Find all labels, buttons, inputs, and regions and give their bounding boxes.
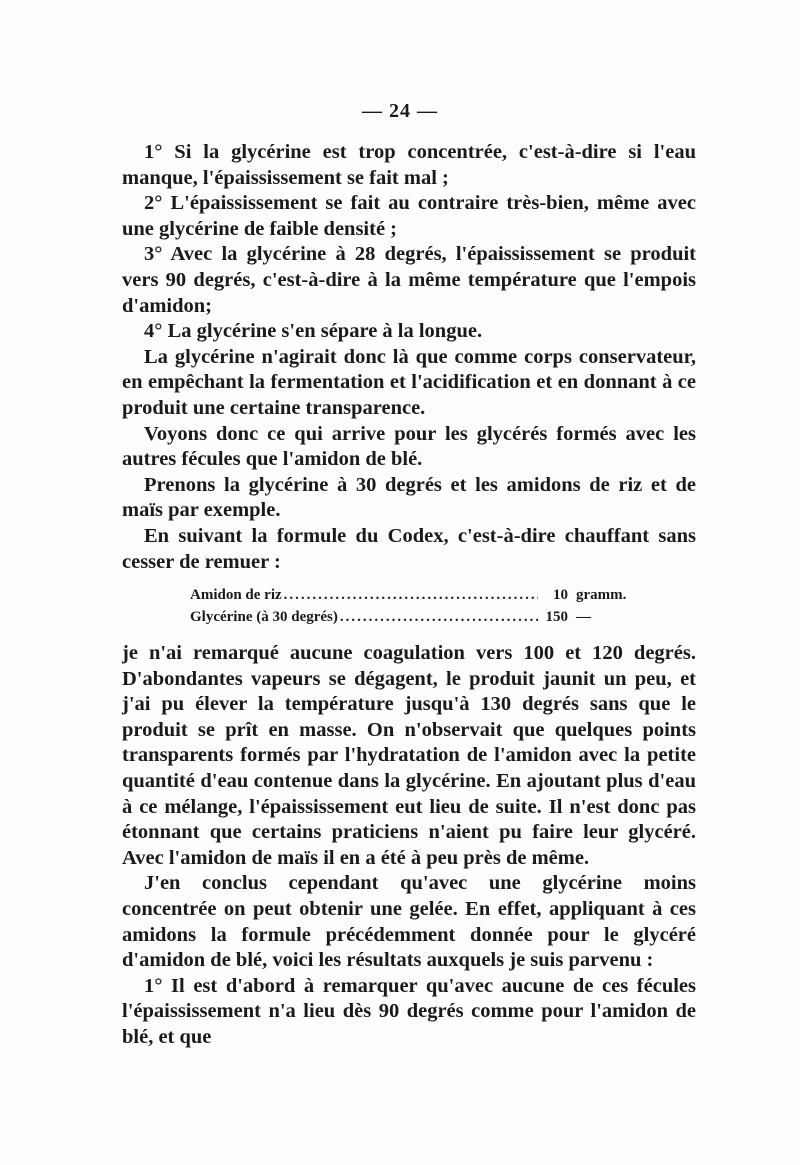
leader-dots [284,584,538,606]
body-text [122,140,696,1051]
paragraph-conclusion: J'en conclus cependant qu'avec une glycérine moins concentrée on peut obtenir une gelée. En effet, appliquant à ces amidons la formule précédemment donnée pour le glycéré d'amidon de blé, voici les résultats auxquels je suis parvenu : [122,872,696,972]
page-number: — 24 — [362,100,438,122]
recipe-unit: gramm. [576,587,627,604]
paragraph-glycerine-conservateur: La glycérine n'agirait donc là que comme corps conservateur, en empêchant la fermentation et l'acidification et en donnant à ce produit une certaine transparence. [122,345,696,419]
paragraph-result-1: 1° Il est d'abord à remarquer qu'avec aucune de ces fécules l'épaississement n'a lieu dès 90 degrés comme pour l'amidon de blé, et que [122,974,696,1048]
recipe-quantity: 10 [553,587,568,604]
paragraph-formule-codex: En suivant la formule du Codex, c'est-à-dire chauffant sans cesser de remuer : [122,524,696,573]
paragraph-item-1: 1° Si la glycérine est trop concentrée, c'est-à-dire si l'eau manque, l'épaississement se fait mal ; [122,141,696,189]
paragraph-item-3: 3° Avec la glycérine à 28 degrés, l'épaississement se produit vers 90 degrés, c'est-à-dire à la même température que l'empois d'amidon; [122,243,696,317]
recipe-quantity: 150 [545,609,568,626]
paragraph-observations: je n'ai remarqué aucune coagulation vers 100 et 120 degrés. D'abondantes vapeurs se dégagent, le produit jaunit un peu, et j'ai pu élever la température jusqu'à 130 degrés sans que le produit se prît en masse. On n'observait que quelques points transparents formés par l'hydratation de l'amidon avec la petite quantité d'eau contenue dans la glycérine. En ajoutant plus d'eau à ce mélange, l'épaississement eut lieu de suite. Il n'est donc pas étonnant que certains praticiens n'aient pu faire leur glycéré. Avec l'amidon de maïs il en a été à peu près de même. [122,642,696,869]
recipe-ingredient: Glycérine (à 30 degrés) [190,609,338,626]
recipe-table [190,584,638,628]
recipe-row [190,606,638,628]
leader-dots [340,606,538,628]
paragraph-item-2: 2° L'épaississement se fait au contraire très-bien, même avec une glycérine de faible densité ; [122,192,696,240]
recipe-unit: — [576,609,591,626]
paragraph-autres-fecules: Voyons donc ce qui arrive pour les glycérés formés avec les autres fécules que l'amidon de blé. [122,422,696,471]
paragraph-item-4: 4° La glycérine s'en sépare à la longue. [144,320,483,343]
paragraph-prenons: Prenons la glycérine à 30 degrés et les amidons de riz et de maïs par exemple. [122,473,696,522]
recipe-row [190,584,638,606]
recipe-ingredient: Amidon de riz [190,587,282,604]
